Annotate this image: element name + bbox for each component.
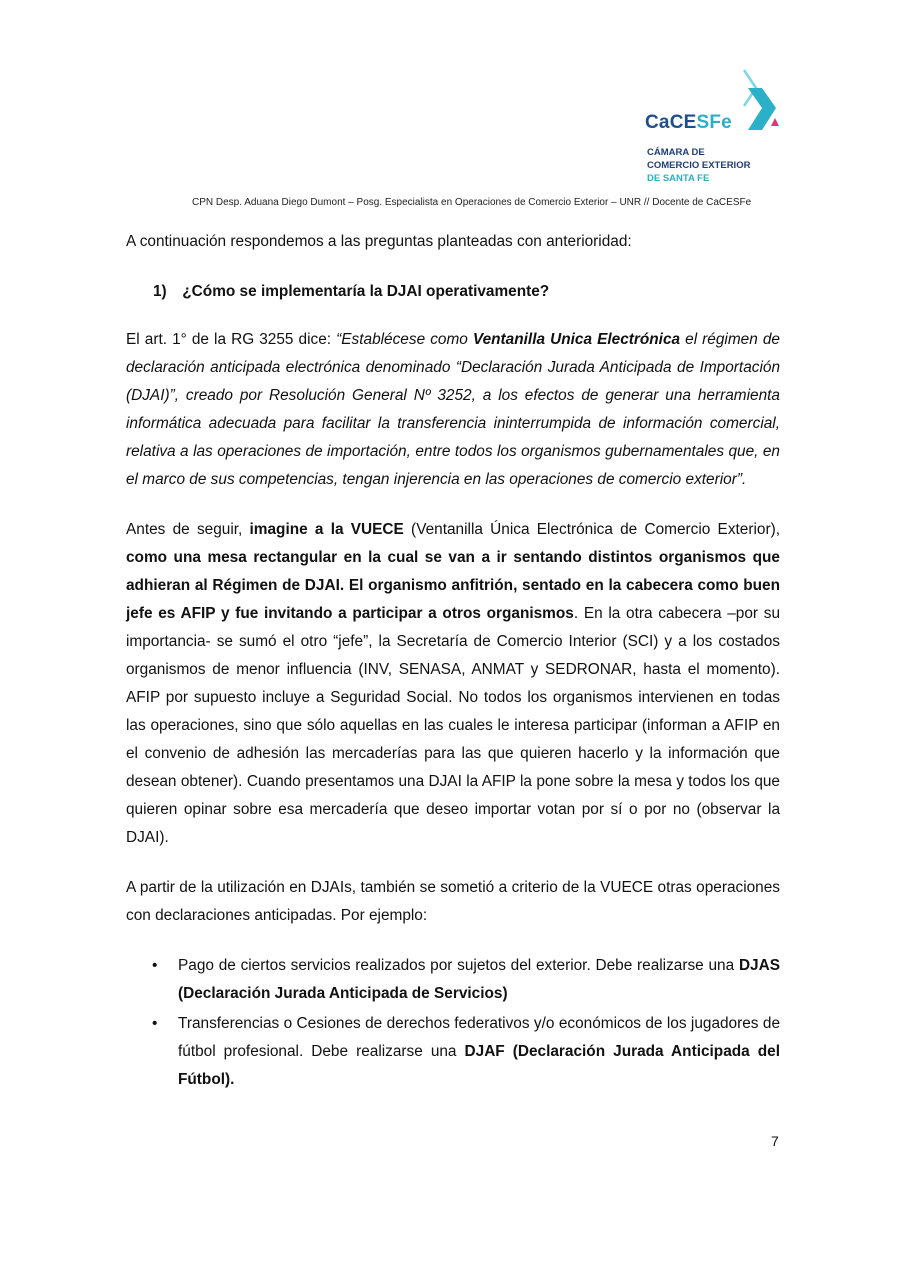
logo-wordmark bbox=[645, 112, 732, 134]
article-lead: El art. 1° de la RG 3255 dice: bbox=[126, 331, 337, 348]
intro-paragraph: A continuación respondemos a las preguntas planteadas con anterioridad: bbox=[126, 233, 632, 250]
list-item-bold: DJAS (Declaración Jurada Anticipada de Servicios) bbox=[178, 957, 780, 1002]
vuece-bold-2: como una mesa rectangular en la cual se van a ir sentando distintos organismos que adhieran al Régimen de DJAI. El organismo anfitrión, sentado en la cabecera como buen jefe es AFIP y fue invitando a participar a otros organismos bbox=[126, 549, 780, 622]
article-quote-start: “Establécese como bbox=[336, 331, 473, 348]
vuece-bold-1: imagine a la VUECE bbox=[249, 521, 404, 538]
article-quote-rest: el régimen de declaración anticipada electrónica denominado “Declaración Jurada Anticipada de Importación (DJAI)”, creado por Resolución General Nº 3252, a los efectos de generar una herramienta informática adecuada para facilitar la transferencia ininterrumpida de información comercial, relativa a las operaciones de importación, entre todos los organismos gubernamentales que, en el marco de sus competencias, tengan injerencia en las operaciones de comercio exterior”. bbox=[126, 331, 780, 488]
page-number: 7 bbox=[771, 1133, 779, 1149]
logo-name-accent: SFe bbox=[696, 112, 732, 133]
list-item bbox=[126, 1010, 780, 1094]
logo-line-1: CÁMARA DE bbox=[647, 147, 705, 158]
list-item-bold: DJAF (Declaración Jurada Anticipada del Fútbol). bbox=[178, 1043, 780, 1088]
list-item bbox=[126, 952, 780, 1008]
cacesfe-logo bbox=[645, 68, 785, 186]
vuece-text-2: (Ventanilla Única Electrónica de Comercio Exterior), bbox=[403, 521, 780, 538]
question-number: 1) bbox=[153, 283, 167, 300]
logo-subtitle bbox=[647, 146, 750, 185]
vuece-text-1: Antes de seguir, bbox=[126, 521, 250, 538]
bullet-marker: • bbox=[152, 957, 158, 974]
logo-name-main: CaCE bbox=[645, 112, 697, 133]
examples-list bbox=[126, 952, 780, 1094]
logo-line-3: DE SANTA FE bbox=[647, 173, 710, 184]
list-item-text: Pago de ciertos servicios realizados por sujetos del exterior. Debe realizarse una bbox=[178, 957, 739, 974]
partir-paragraph: A partir de la utilización en DJAIs, también se sometió a criterio de la VUECE otras operaciones con declaraciones anticipadas. Por ejemplo: bbox=[126, 879, 780, 924]
question-text: ¿Cómo se implementaría la DJAI operativamente? bbox=[182, 283, 550, 300]
author-header: CPN Desp. Aduana Diego Dumont – Posg. Especialista en Operaciones de Comercio Exterior – UNR // Docente de CaCESFe bbox=[192, 197, 752, 208]
article-quote-bold: Ventanilla Unica Electrónica bbox=[472, 331, 681, 348]
question-heading bbox=[126, 278, 780, 306]
vuece-paragraph bbox=[126, 516, 780, 852]
list-item-text: Transferencias o Cesiones de derechos federativos y/o económicos de los jugadores de fútbol profesional. Debe realizarse una bbox=[178, 1015, 780, 1060]
logo-line-2: COMERCIO EXTERIOR bbox=[647, 160, 751, 171]
document-body bbox=[126, 228, 780, 1096]
vuece-text-3: . En la otra cabecera –por su importancia- se sumó el otro “jefe”, la Secretaría de Comercio Interior (SCI) y a los costados organismos de menor influencia (INV, SENASA, ANMAT y SEDRONAR, hasta el momento). AFIP por supuesto incluye a Seguridad Social. No todos los organismos intervienen en todas las operaciones, sino que sólo aquellas en las cuales le interesa participar (informan a AFIP en el convenio de adhesión las mercaderías para las que quieren hacerlo y la información que desean obtener). Cuando presentamos una DJAI la AFIP la pone sobre la mesa y todos los que quieren opinar sobre esa mercadería que deseo importar votan por sí o por no (observar la DJAI). bbox=[126, 605, 780, 846]
chevron-logo-icon bbox=[738, 68, 782, 138]
bullet-marker: • bbox=[152, 1015, 158, 1032]
article-paragraph bbox=[126, 326, 780, 494]
